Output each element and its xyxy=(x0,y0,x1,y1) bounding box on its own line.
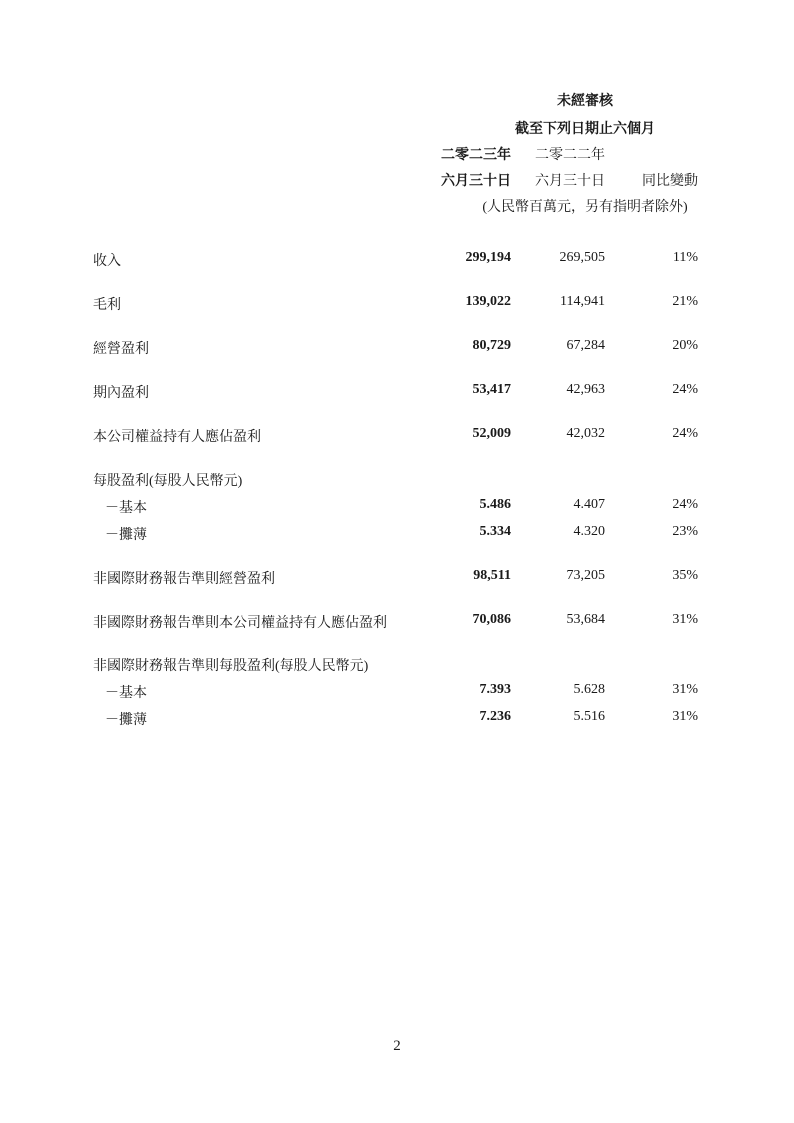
value-change: 21% xyxy=(672,294,698,309)
table-row-attributable-profit xyxy=(0,426,794,446)
table-row-non-ifrs-eps-heading xyxy=(0,655,794,675)
row-label: 期內盈利 xyxy=(93,386,149,401)
value-prior: 73,205 xyxy=(566,568,605,583)
value-change: 23% xyxy=(672,524,698,539)
row-label: －攤薄 xyxy=(105,528,147,543)
value-current: 139,022 xyxy=(465,294,511,309)
row-label: 收入 xyxy=(93,254,121,269)
table-row-non-ifrs-eps-diluted xyxy=(0,709,794,729)
table-row-eps-heading xyxy=(0,470,794,490)
value-prior: 5.628 xyxy=(573,682,605,697)
value-change: 35% xyxy=(672,568,698,583)
value-change: 11% xyxy=(672,250,698,265)
value-prior: 4.407 xyxy=(573,497,605,512)
table-row-non-ifrs-eps-basic xyxy=(0,682,794,702)
value-current: 53,417 xyxy=(472,382,511,397)
value-change: 31% xyxy=(672,709,698,724)
row-label: 非國際財務報告準則經營盈利 xyxy=(93,572,275,587)
value-current: 5.334 xyxy=(479,524,511,539)
value-current: 7.393 xyxy=(479,682,511,697)
value-prior: 4.320 xyxy=(573,524,605,539)
date-prior-heading: 六月三十日 xyxy=(535,174,605,189)
table-row-non-ifrs-attributable-profit xyxy=(0,612,794,632)
row-label: 每股盈利(每股人民幣元) xyxy=(93,474,243,489)
unaudited-heading: 未經審核 xyxy=(557,94,613,109)
value-current: 299,194 xyxy=(465,250,511,265)
value-prior: 67,284 xyxy=(566,338,605,353)
value-change: 31% xyxy=(672,612,698,627)
value-change: 31% xyxy=(672,682,698,697)
value-change: 24% xyxy=(672,382,698,397)
value-change: 20% xyxy=(672,338,698,353)
table-row-gross-profit xyxy=(0,294,794,314)
unit-note: (人民幣百萬元，另有指明者除外) xyxy=(482,200,688,215)
value-prior: 42,963 xyxy=(566,382,605,397)
row-label: －攤薄 xyxy=(105,713,147,728)
change-heading: 同比變動 xyxy=(642,174,698,189)
table-row-non-ifrs-operating-profit xyxy=(0,568,794,588)
value-current: 70,086 xyxy=(472,612,511,627)
value-change: 24% xyxy=(672,497,698,512)
value-prior: 269,505 xyxy=(559,250,605,265)
period-heading: 截至下列日期止六個月 xyxy=(515,122,655,137)
table-row-eps-diluted xyxy=(0,524,794,544)
value-current: 5.486 xyxy=(479,497,511,512)
value-prior: 5.516 xyxy=(573,709,605,724)
row-label: 非國際財務報告準則本公司權益持有人應佔盈利 xyxy=(93,616,387,631)
row-label: －基本 xyxy=(105,686,147,701)
table-row-revenue xyxy=(0,250,794,270)
table-row-eps-basic xyxy=(0,497,794,517)
value-prior: 42,032 xyxy=(566,426,605,441)
table-row-period-profit xyxy=(0,382,794,402)
year-prior-heading: 二零二二年 xyxy=(535,148,605,163)
value-current: 52,009 xyxy=(472,426,511,441)
value-current: 80,729 xyxy=(472,338,511,353)
row-label: 非國際財務報告準則每股盈利(每股人民幣元) xyxy=(93,659,369,674)
value-change: 24% xyxy=(672,426,698,441)
value-current: 7.236 xyxy=(479,709,511,724)
value-prior: 53,684 xyxy=(566,612,605,627)
year-current-heading: 二零二三年 xyxy=(441,148,511,163)
date-current-heading: 六月三十日 xyxy=(441,174,511,189)
table-row-operating-profit xyxy=(0,338,794,358)
value-prior: 114,941 xyxy=(560,294,605,309)
row-label: －基本 xyxy=(105,501,147,516)
row-label: 毛利 xyxy=(93,298,121,313)
row-label: 經營盈利 xyxy=(93,342,149,357)
value-current: 98,511 xyxy=(473,568,511,583)
page-number: 2 xyxy=(393,1038,401,1054)
row-label: 本公司權益持有人應佔盈利 xyxy=(93,430,261,445)
